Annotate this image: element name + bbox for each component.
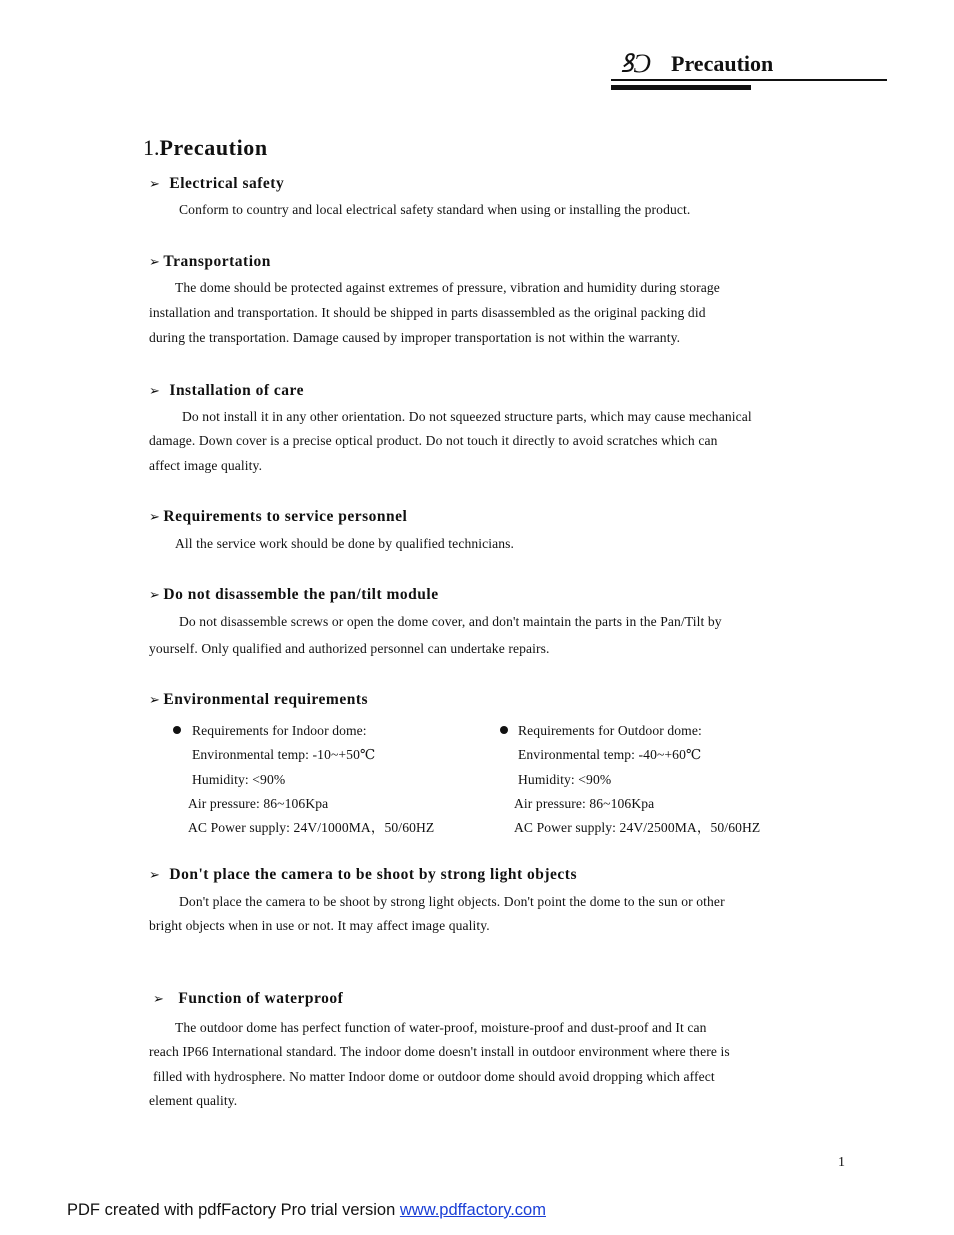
- header-rule-thick: [611, 85, 751, 90]
- indoor-temp: Environmental temp: -10~+50℃: [192, 747, 376, 762]
- section-text-line: Do not install it in any other orientation. Do not squeezed structure parts, which may cause mechanical: [182, 409, 752, 424]
- outdoor-requirements-title: Requirements for Outdoor dome:: [518, 723, 702, 738]
- page-number: 1: [838, 1155, 845, 1170]
- section-text-line: bright objects when in use or not. It may affect image quality.: [149, 918, 490, 933]
- pdf-footer: [67, 1199, 546, 1221]
- indoor-requirements-title: Requirements for Indoor dome:: [192, 723, 367, 738]
- section-text-line: Don't place the camera to be shoot by strong light objects. Don't point the dome to the sun or other: [179, 894, 725, 909]
- section-heading-transportation: ➢ Transportation: [149, 253, 271, 270]
- section-text-line: element quality.: [149, 1093, 238, 1108]
- section-text-line: The dome should be protected against extremes of pressure, vibration and humidity during storage: [175, 280, 720, 295]
- section-heading-do-not-disassemble: ➢ Do not disassemble the pan/tilt module: [149, 586, 439, 603]
- section-heading-environmental-requirements: ➢ Environmental requirements: [149, 691, 369, 708]
- section-text-line: All the service work should be done by qualified technicians.: [175, 536, 515, 551]
- section-text-line: during the transportation. Damage caused by improper transportation is not within the warranty.: [149, 330, 681, 345]
- section-heading-strong-light: ➢ Don't place the camera to be shoot by strong light objects: [149, 866, 577, 883]
- bullet-dot-icon: [173, 726, 181, 734]
- outdoor-humidity: Humidity: <90%: [518, 772, 612, 787]
- section-heading-service-personnel: ➢ Requirements to service personnel: [149, 508, 408, 525]
- section-heading-installation-of-care: ➢ Installation of care: [149, 382, 304, 399]
- page-title: [143, 134, 268, 162]
- header-rule-thin: [611, 79, 887, 81]
- section-text-line: The outdoor dome has perfect function of water-proof, moisture-proof and dust-proof and It can: [175, 1020, 707, 1035]
- footer-link[interactable]: www.pdffactory.com: [399, 1201, 546, 1219]
- outdoor-power: AC Power supply: 24V/2500MA，50/60HZ: [514, 820, 761, 835]
- arrow-bullet-icon: ➢: [149, 176, 161, 191]
- arrow-bullet-icon: ➢: [149, 383, 161, 398]
- page-title-number: 1.: [143, 135, 160, 160]
- indoor-pressure: Air pressure: 86~106Kpa: [188, 796, 329, 811]
- outdoor-temp: Environmental temp: -40~+60℃: [518, 747, 702, 762]
- indoor-humidity: Humidity: <90%: [192, 772, 286, 787]
- section-text-line: reach IP66 International standard. The indoor dome doesn't install in outdoor environment where there is: [149, 1044, 730, 1059]
- arrow-bullet-icon: ➢: [149, 509, 161, 524]
- section-text-line: Conform to country and local electrical safety standard when using or installing the product.: [179, 202, 691, 217]
- section-text-line: Do not disassemble screws or open the dome cover, and don't maintain the parts in the Pan/Tilt by: [179, 614, 722, 629]
- outdoor-pressure: Air pressure: 86~106Kpa: [514, 796, 655, 811]
- header-title: Precaution: [671, 51, 774, 76]
- section-heading-waterproof: ➢ Function of waterproof: [153, 990, 344, 1007]
- arrow-bullet-icon: ➢: [149, 867, 161, 882]
- indoor-power: AC Power supply: 24V/1000MA，50/60HZ: [188, 820, 435, 835]
- page-title-text: Precaution: [159, 135, 268, 160]
- section-heading-electrical-safety: ➢ Electrical safety: [149, 175, 285, 192]
- section-text-line: installation and transportation. It should be shipped in parts disassembled as the original packing did: [149, 305, 706, 320]
- footer-text: PDF created with pdfFactory Pro trial version: [67, 1201, 400, 1219]
- bullet-dot-icon: [500, 726, 508, 734]
- section-text-line: filled with hydrosphere. No matter Indoor dome or outdoor dome should avoid dropping which affect: [153, 1069, 715, 1084]
- header-logo-icon: ꝸϽ: [620, 49, 652, 78]
- section-text-line: affect image quality.: [149, 458, 263, 473]
- section-text-line: damage. Down cover is a precise optical product. Do not touch it directly to avoid scratches which can: [149, 433, 718, 448]
- section-text-line: yourself. Only qualified and authorized personnel can undertake repairs.: [149, 641, 550, 656]
- arrow-bullet-icon: ➢: [149, 254, 161, 269]
- arrow-bullet-icon: ➢: [149, 692, 161, 707]
- arrow-bullet-icon: ➢: [149, 587, 161, 602]
- arrow-bullet-icon: ➢: [153, 991, 165, 1006]
